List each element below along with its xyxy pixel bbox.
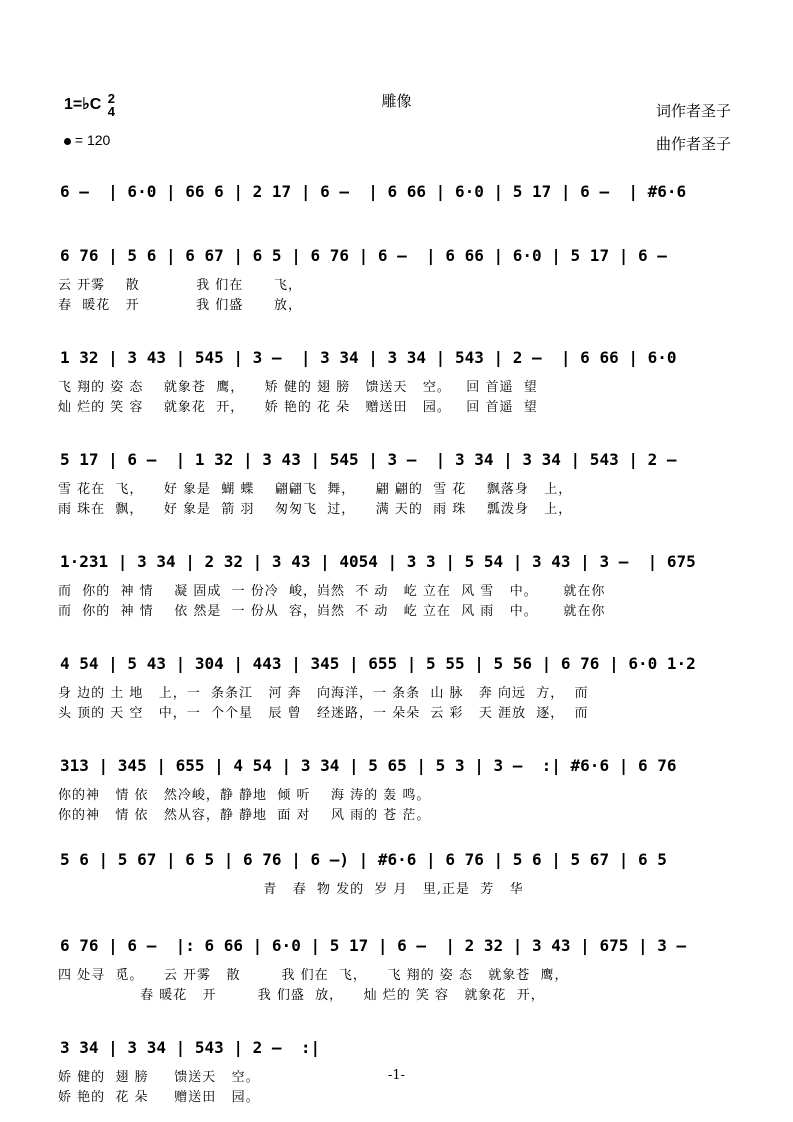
- lyric-line: 云 开雾 散 我 们在 飞，: [58, 278, 303, 293]
- notation-row: [0, 550, 793, 574]
- lyricist-credit: 词作者圣子: [655, 102, 731, 120]
- lyric-line: 身 边的 土 地 上，一 条条江 河 奔 向海洋，一 条条 山 脉 奔 向远 方， 而: [58, 686, 589, 701]
- key-signature: [64, 92, 115, 118]
- page-number: -1-: [387, 1068, 406, 1083]
- lyric-line: 而 你的 神 情 凝 固成 一 份冷 峻，岿然 不 动 屹 立在 风 雪 中。 就在你: [58, 584, 606, 599]
- key-label: 1=♭C: [64, 96, 102, 114]
- notation-text: 5 17 | 6 – | 1 32 | 3 43 | 545 | 3 – | 3 34 | 3 34 | 543 | 2 –: [60, 450, 677, 469]
- notation-row: [0, 244, 793, 268]
- tempo-value: = 120: [74, 132, 111, 148]
- lyric-line: 雨 珠在 飘， 好 象是 箭 羽 匆匆飞 过， 满 天的 雨 珠 瓢泼身 上，: [58, 502, 573, 517]
- song-title: 雕像: [381, 92, 412, 110]
- lyric-line: 雪 花在 飞， 好 象是 蝴 蝶 翩翩飞 舞， 翩 翩的 雪 花 飘落身 上，: [58, 482, 573, 497]
- lyric-line: 娇 健的 翅 膀 馈送天 空。: [58, 1070, 260, 1085]
- notation-text: 6 76 | 6 – |: 6 66 | 6·0 | 5 17 | 6 – | 2 32 | 3 43 | 675 | 3 –: [60, 936, 687, 955]
- notation-text: 313 | 345 | 655 | 4 54 | 3 34 | 5 65 | 5 3 | 3 – :| #6·6 | 6 76: [60, 756, 677, 775]
- notation-text: 3 34 | 3 34 | 543 | 2 – :|: [60, 1038, 321, 1057]
- notation-text: 6 – | 6·0 | 66 6 | 2 17 | 6 – | 6 66 | 6·0 | 5 17 | 6 – | #6·6: [60, 182, 687, 201]
- notation-row: [0, 180, 793, 204]
- lyric-line: 四 处寻 觅。 云 开雾 散 我 们在 飞， 飞 翔的 姿 态 就象苍 鹰，: [58, 968, 569, 983]
- lyric-line: 而 你的 神 情 依 然是 一 份从 容，岿然 不 动 屹 立在 风 雨 中。 就在你: [58, 604, 606, 619]
- notation-text: 1·231 | 3 34 | 2 32 | 3 43 | 4054 | 3 3 | 5 54 | 3 43 | 3 – | 675: [60, 552, 696, 571]
- notation-row: [0, 934, 793, 958]
- lyric-line: 飞 翔的 姿 态 就象苍 鹰， 矫 健的 翅 膀 馈送天 空。 回 首遥 望: [58, 380, 538, 395]
- composer-credit: 曲作者圣子: [655, 135, 731, 153]
- lyric-line: 青 春 物 发的 岁 月 里,正是 芳 华: [58, 882, 524, 897]
- quarter-note-icon: [64, 138, 71, 145]
- lyric-line: 娇 艳的 花 朵 赠送田 园。: [58, 1090, 260, 1105]
- lyric-line: 你的神 情 依 然从容，静 静地 面 对 风 雨的 苍 茫。: [58, 808, 431, 823]
- tempo-marking: [64, 132, 110, 148]
- notation-row: [0, 754, 793, 778]
- lyric-line: 春 暖花 开 我 们盛 放， 灿 烂的 笑 容 就象花 开，: [58, 988, 545, 1003]
- notation-row: [0, 652, 793, 676]
- lyric-line: 灿 烂的 笑 容 就象花 开， 娇 艳的 花 朵 赠送田 园。 回 首遥 望: [58, 400, 538, 415]
- notation-row: [0, 848, 793, 872]
- time-signature: 2 4: [107, 91, 116, 119]
- notation-text: 6 76 | 5 6 | 6 67 | 6 5 | 6 76 | 6 – | 6 66 | 6·0 | 5 17 | 6 –: [60, 246, 667, 265]
- notation-text: 5 6 | 5 67 | 6 5 | 6 76 | 6 –) | #6·6 | 6 76 | 5 6 | 5 67 | 6 5: [60, 850, 667, 869]
- notation-text: 4 54 | 5 43 | 304 | 443 | 345 | 655 | 5 55 | 5 56 | 6 76 | 6·0 1·2: [60, 654, 696, 673]
- notation-row: [0, 448, 793, 472]
- lyric-line: 春 暖花 开 我 们盛 放，: [58, 298, 303, 313]
- lyric-line: 头 顶的 天 空 中，一 个个星 辰 曾 经迷路，一 朵朵 云 彩 天 涯放 逐， 而: [58, 706, 589, 721]
- lyric-line: 你的神 情 依 然冷峻，静 静地 倾 听 海 涛的 轰 鸣。: [58, 788, 431, 803]
- notation-row: [0, 1036, 793, 1060]
- notation-row: [0, 346, 793, 370]
- notation-text: 1 32 | 3 43 | 545 | 3 – | 3 34 | 3 34 | 543 | 2 – | 6 66 | 6·0: [60, 348, 677, 367]
